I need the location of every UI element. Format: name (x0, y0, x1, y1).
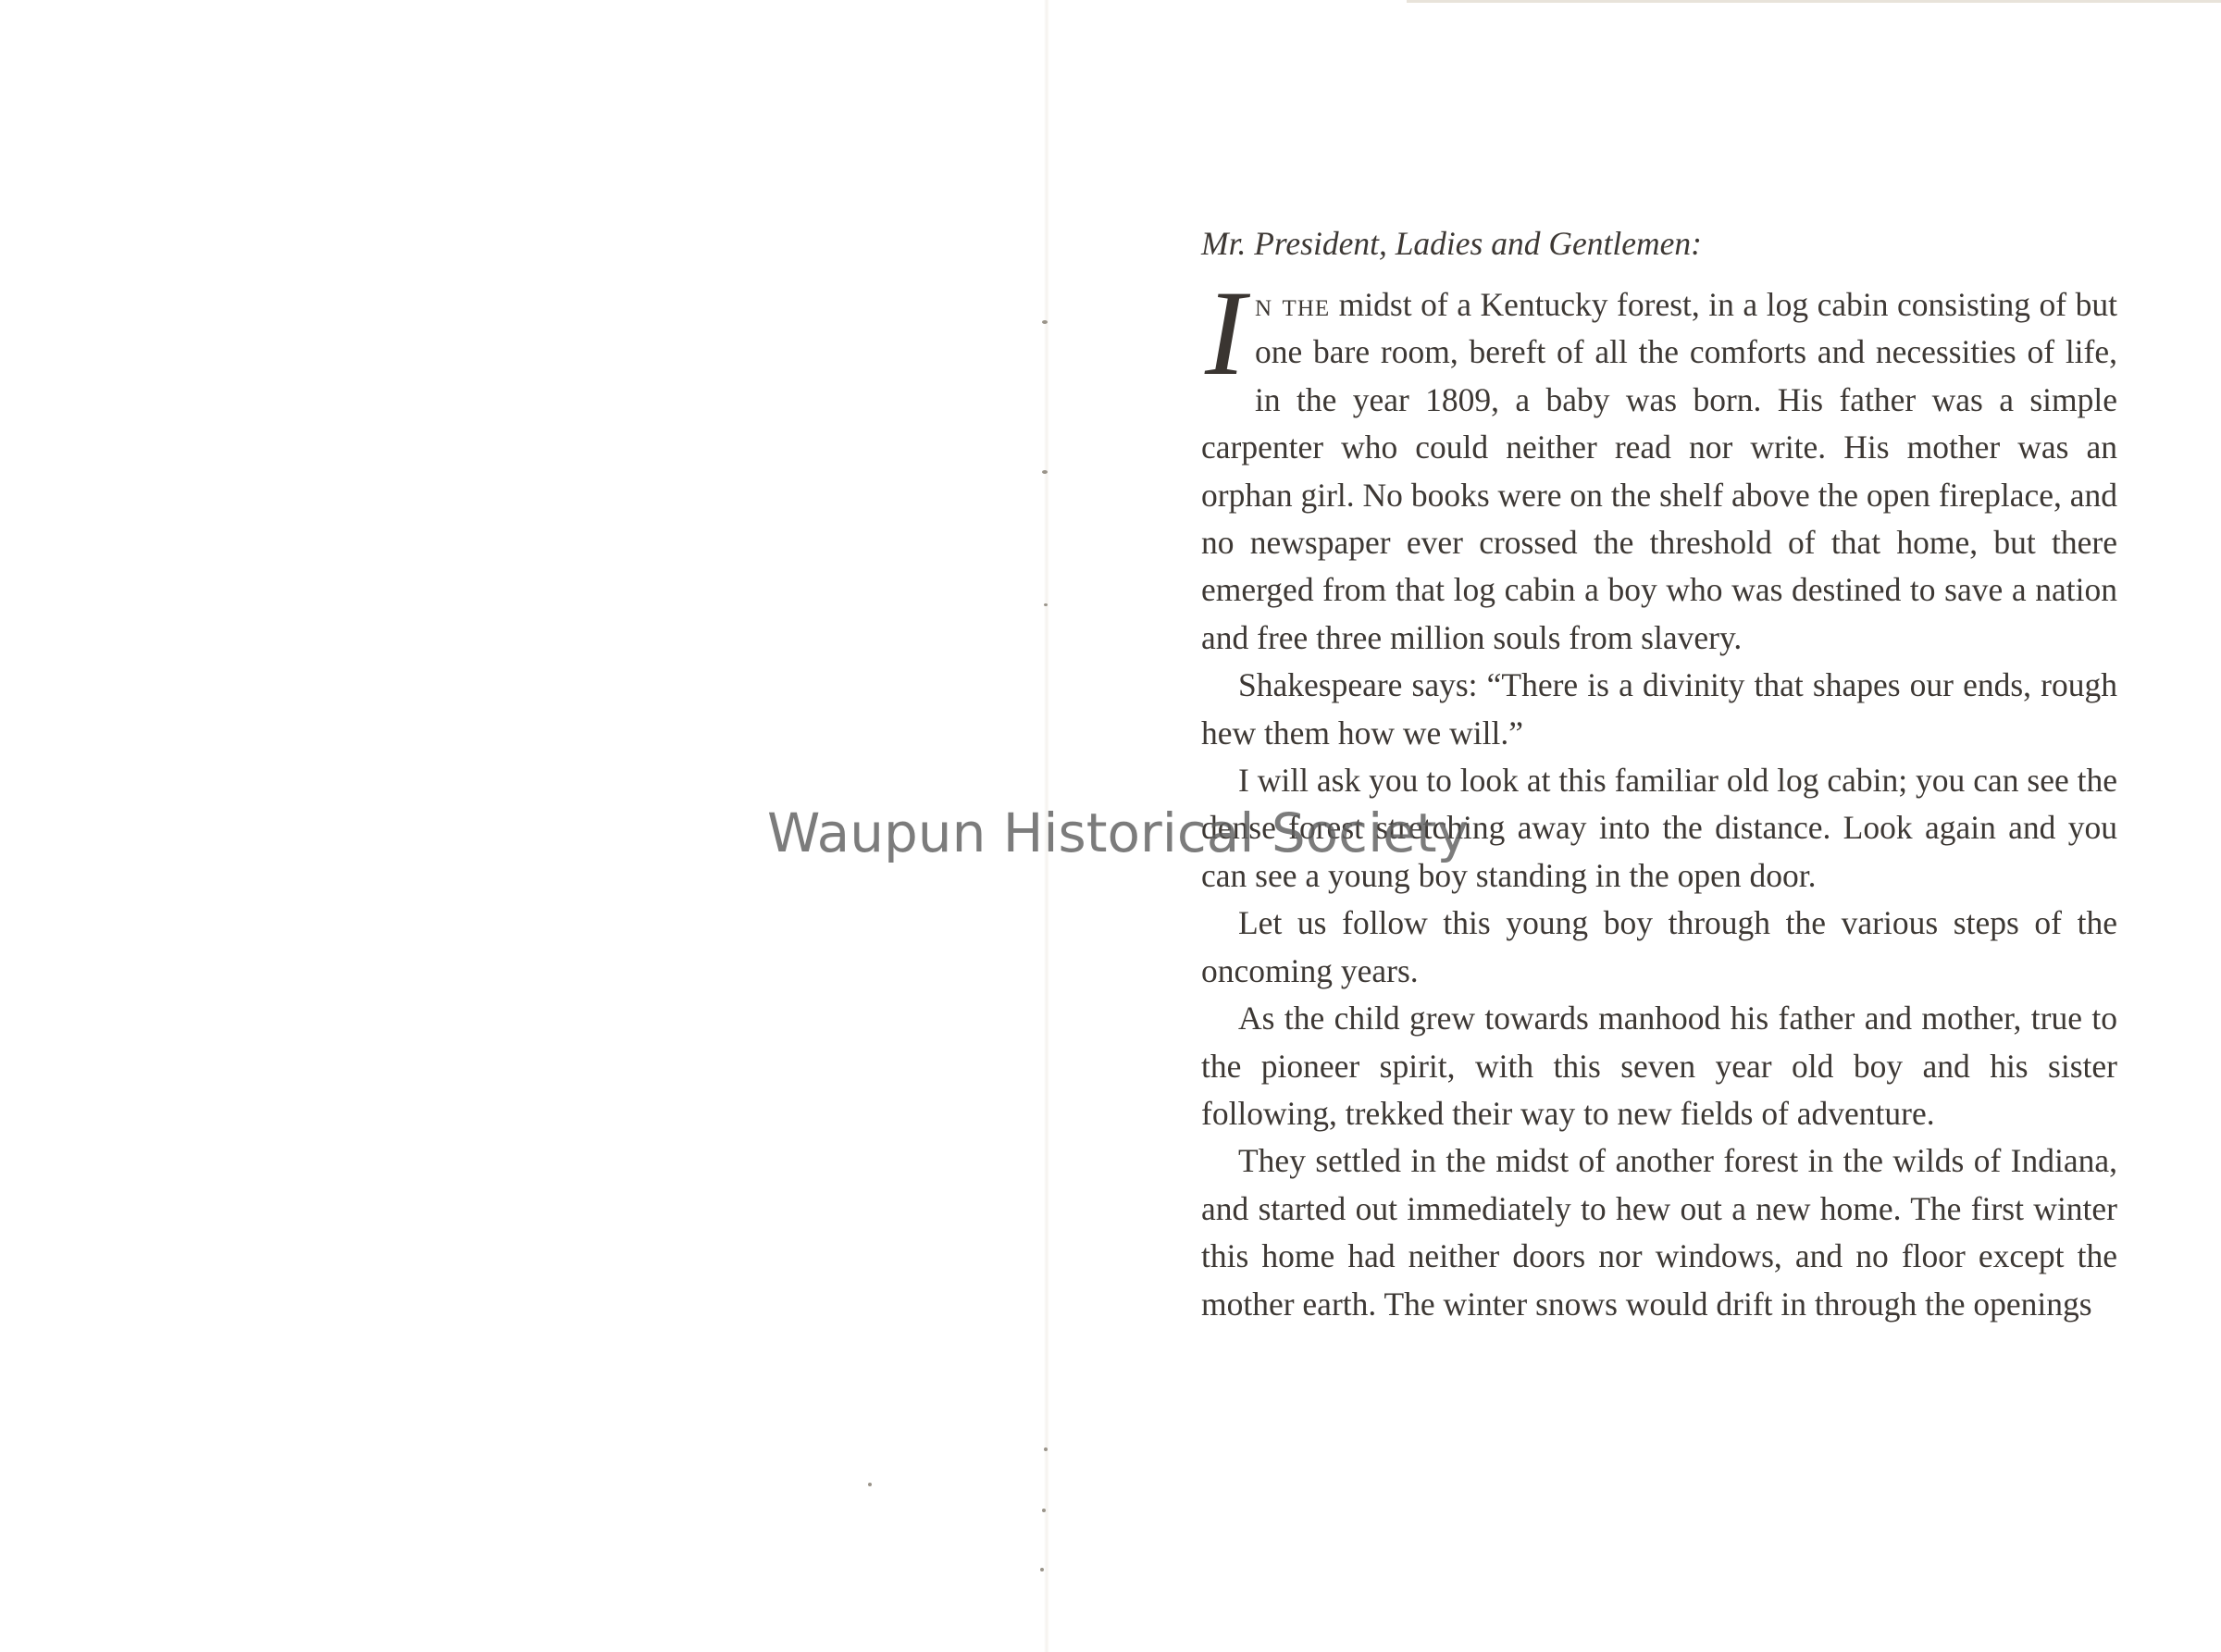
margin-speck (868, 1483, 872, 1486)
paragraph-opening-text: midst of a Kentucky forest, in a log cabin consisting of but one bare room, bereft of all the comforts and necessities of life, in the year 1809, a baby was born. His father was a simple carpenter who could neither read nor write. His mother was an orphan girl. No books were on the shelf above the open fireplace, and no newspaper ever crossed the threshold of that home, but there emerged from that log cabin a boy who was destined to save a nation and free three million souls from slavery. (1201, 286, 2117, 656)
drop-cap: I (1205, 265, 1246, 401)
speech-text-column (1201, 218, 2117, 1328)
paragraph-opening (1201, 265, 2117, 662)
opening-small-caps: n the (1254, 286, 1331, 323)
margin-speck (1042, 320, 1048, 324)
paragraph: As the child grew towards manhood his father and mother, true to the pioneer spirit, with this seven year old boy and his sister following, trekked their way to new fields of adventure. (1201, 1000, 2117, 1132)
salutation: Mr. President, Ladies and Gentlemen: (1201, 225, 1702, 262)
left-blank-page (0, 0, 1046, 1652)
page-top-edge (1407, 0, 2221, 3)
paragraph: They settled in the midst of another forest in the wilds of Indiana, and started out immediately to hew out a new home. The first winter this home had neither doors nor windows, and no floor except the mother earth. The winter snows would drift in through the openings (1201, 1142, 2117, 1323)
book-gutter (1044, 0, 1049, 1652)
margin-speck (1042, 1509, 1046, 1512)
paragraph: Shakespeare says: “There is a divinity that shapes our ends, rough hew them how we will.” (1201, 666, 2117, 751)
margin-speck (1044, 1447, 1048, 1451)
margin-speck (1044, 603, 1048, 606)
paragraph: I will ask you to look at this familiar old log cabin; you can see the dense forest stretching away into the distance. Look again and you can see a young boy standing in the open door. (1201, 762, 2117, 894)
watermark: Waupun Historical Society (767, 801, 1469, 864)
margin-speck (1040, 1568, 1044, 1571)
margin-speck (1042, 470, 1048, 474)
paragraph: Let us follow this young boy through the various steps of the oncoming years. (1201, 904, 2117, 989)
